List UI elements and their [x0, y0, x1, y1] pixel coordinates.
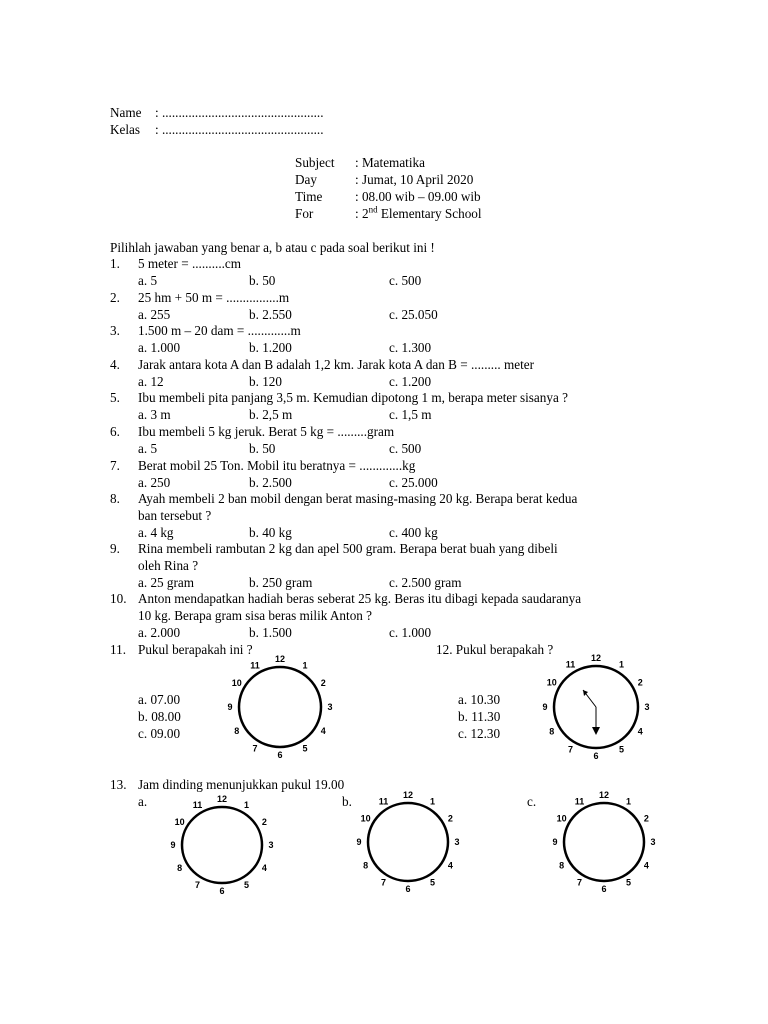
clock-number-5: 5: [625, 877, 632, 888]
question-text: Jarak antara kota A dan B adalah 1,2 km. Jarak kota A dan B = ......... meter: [138, 357, 534, 372]
clock-number-8: 8: [234, 726, 240, 736]
info-day-label: Day: [295, 172, 317, 187]
clock-number-10: 10: [556, 813, 567, 824]
answer-option-a[interactable]: a. 4 kg: [138, 525, 174, 540]
question-text: Ayah membeli 2 ban mobil dengan berat masing-masing 20 kg. Berapa berat kedua: [138, 491, 578, 506]
clock-number-10: 10: [546, 677, 557, 688]
answer-option-c[interactable]: c. 25.000: [389, 475, 438, 490]
question-text: Rina membeli rambutan 2 kg dan apel 500 gram. Berapa berat buah yang dibeli: [138, 541, 558, 556]
clock-number-8: 8: [549, 726, 555, 737]
clock-number-5: 5: [618, 744, 625, 755]
question-text: 25 hm + 50 m = ................m: [138, 290, 290, 305]
answer-option-a[interactable]: a. 5: [138, 441, 158, 456]
q11-text: Pukul berapakah ini ?: [138, 642, 253, 657]
answer-option-b[interactable]: b. 1.500: [249, 625, 292, 640]
clock-outline: [564, 803, 644, 881]
answer-option-a[interactable]: a. 12: [138, 374, 164, 389]
answer-option-b[interactable]: b. 50: [249, 441, 276, 456]
q13-label-c: c.: [527, 794, 537, 809]
clock-number-12: 12: [274, 654, 286, 664]
q12-option-c: c. 12.30: [458, 726, 501, 741]
question-number: 6.: [110, 424, 120, 439]
answer-option-b[interactable]: b. 120: [249, 374, 282, 389]
info-subject-label: Subject: [295, 155, 335, 170]
question-text-continued: ban tersebut ?: [138, 508, 212, 523]
clock-number-3: 3: [644, 702, 650, 712]
question-text: Anton mendapatkan hadiah beras seberat 25 kg. Beras itu dibagi kepada saudaranya: [138, 591, 582, 606]
clock-svg: [538, 654, 654, 760]
answer-option-b[interactable]: b. 50: [249, 273, 276, 288]
question-number: 10.: [110, 591, 127, 606]
q13-text: Jam dinding menunjukkan pukul 19.00: [138, 777, 345, 792]
clock-number-11: 11: [574, 796, 585, 807]
clock-number-1: 1: [429, 796, 436, 807]
answer-option-a[interactable]: a. 25 gram: [138, 575, 195, 590]
clock-number-9: 9: [542, 702, 548, 712]
answer-option-c[interactable]: c. 500: [389, 273, 422, 288]
info-time-label: Time: [295, 189, 323, 204]
clock-number-5: 5: [302, 743, 308, 754]
q11-number: 11.: [110, 642, 126, 657]
question-text: Ibu membeli 5 kg jeruk. Berat 5 kg = .........gram: [138, 424, 395, 439]
clock-number-8: 8: [177, 863, 183, 873]
clock-number-7: 7: [194, 879, 201, 890]
q13c-clock-face[interactable]: [546, 789, 662, 899]
clock-number-10: 10: [174, 817, 185, 827]
q11-option-b: b. 08.00: [138, 709, 181, 724]
clock-number-7: 7: [567, 744, 574, 755]
clock-number-1: 1: [302, 660, 308, 671]
clock-number-8: 8: [363, 860, 369, 871]
clock-number-6: 6: [277, 750, 283, 760]
clock-svg: [350, 789, 466, 895]
clock-number-11: 11: [378, 796, 389, 807]
clock-number-3: 3: [268, 840, 274, 850]
clock-number-6: 6: [601, 884, 607, 894]
answer-option-a[interactable]: a. 250: [138, 475, 171, 490]
q13-label-a: a.: [138, 794, 148, 809]
question-number: 8.: [110, 491, 120, 506]
name-line: : .................................................: [155, 105, 324, 120]
clock-hands: [583, 690, 600, 735]
clock-outline: [368, 803, 448, 881]
clock-number-12: 12: [598, 790, 610, 800]
instruction: Pilihlah jawaban yang benar a, b atau c pada soal berikut ini !: [110, 240, 435, 255]
clock-number-5: 5: [243, 879, 250, 890]
clock-number-7: 7: [576, 877, 583, 888]
clock-svg: [222, 654, 338, 760]
clock-number-4: 4: [643, 860, 649, 871]
clock-number-7: 7: [380, 877, 387, 888]
clock-number-11: 11: [250, 660, 260, 671]
info-time-value: : 08.00 wib – 09.00 wib: [355, 189, 481, 204]
info-day-value: : Jumat, 10 April 2020: [355, 172, 474, 187]
clock-number-4: 4: [320, 726, 326, 736]
clock-number-2: 2: [447, 813, 453, 824]
question-text: 1.500 m – 20 dam = .............m: [138, 323, 301, 338]
class-line: : .................................................: [155, 122, 324, 137]
answer-option-c[interactable]: c. 1.300: [389, 340, 432, 355]
question-text-continued: 10 kg. Berapa gram sisa beras milik Anton ?: [138, 608, 373, 623]
q12-clock-face: [538, 654, 654, 764]
question-text: 5 meter = ..........cm: [138, 256, 242, 271]
clock-number-12: 12: [402, 790, 414, 800]
clock-number-9: 9: [170, 840, 176, 850]
clock-number-2: 2: [643, 813, 649, 824]
answer-option-b[interactable]: b. 2,5 m: [249, 407, 293, 422]
info-for-label: For: [295, 206, 314, 221]
answer-option-c[interactable]: c. 1.000: [389, 625, 432, 640]
clock-number-2: 2: [637, 677, 643, 688]
clock-number-10: 10: [360, 813, 371, 824]
clock-number-11: 11: [565, 659, 576, 670]
q13-number: 13.: [110, 777, 127, 792]
clock-number-1: 1: [618, 659, 625, 670]
question-number: 9.: [110, 541, 120, 556]
answer-option-a[interactable]: a. 255: [138, 307, 171, 322]
q11-option-c: c. 09.00: [138, 726, 181, 741]
clock-number-9: 9: [227, 702, 233, 712]
clock-number-5: 5: [429, 877, 436, 888]
answer-option-a[interactable]: a. 1.000: [138, 340, 181, 355]
clock-svg: [546, 789, 662, 895]
q13-label-b: b.: [342, 794, 352, 809]
clock-number-8: 8: [559, 860, 565, 871]
question-number: 2.: [110, 290, 120, 305]
class-label: Kelas: [110, 122, 141, 137]
clock-number-12: 12: [216, 794, 228, 804]
clock-number-4: 4: [261, 863, 267, 873]
question-text: Ibu membeli pita panjang 3,5 m. Kemudian dipotong 1 m, berapa meter sisanya ?: [138, 390, 568, 405]
q11-option-a: a. 07.00: [138, 692, 181, 707]
clock-number-11: 11: [192, 800, 203, 811]
answer-option-b[interactable]: b. 1.200: [249, 340, 292, 355]
q13a-clock-face[interactable]: [164, 792, 280, 902]
answer-option-c[interactable]: c. 25.050: [389, 307, 438, 322]
q11-clock-face: [222, 654, 338, 764]
question-text: Berat mobil 25 Ton. Mobil itu beratnya = .............kg: [138, 458, 416, 473]
clock-number-2: 2: [320, 678, 326, 688]
clock-number-1: 1: [243, 800, 250, 811]
clock-number-10: 10: [231, 678, 242, 688]
minute-hand-arrow: [592, 727, 600, 735]
name-label: Name: [110, 105, 142, 120]
answer-option-b[interactable]: b. 2.500: [249, 475, 292, 490]
answer-option-c[interactable]: c. 1.200: [389, 374, 432, 389]
clock-number-6: 6: [219, 886, 225, 896]
question-text-continued: oleh Rina ?: [138, 558, 199, 573]
answer-option-a[interactable]: a. 2.000: [138, 625, 181, 640]
clock-outline: [239, 667, 321, 747]
question-number: 5.: [110, 390, 120, 405]
info-for-value: : 2nd Elementary School: [355, 204, 482, 221]
answer-option-a[interactable]: a. 3 m: [138, 407, 171, 422]
clock-number-3: 3: [650, 837, 656, 847]
clock-number-6: 6: [593, 751, 599, 760]
question-number: 7.: [110, 458, 120, 473]
clock-number-3: 3: [327, 702, 333, 712]
info-subject-value: : Matematika: [355, 155, 425, 170]
clock-svg: [164, 792, 280, 898]
clock-number-12: 12: [590, 654, 602, 663]
q13b-clock-face[interactable]: [350, 789, 466, 899]
answer-option-c[interactable]: c. 2.500 gram: [389, 575, 462, 590]
answer-option-c[interactable]: c. 400 kg: [389, 525, 438, 540]
q12-text: 12. Pukul berapakah ?: [436, 642, 554, 657]
answer-option-c[interactable]: c. 1,5 m: [389, 407, 432, 422]
clock-outline: [182, 807, 262, 883]
answer-option-b[interactable]: b. 250 gram: [249, 575, 313, 590]
question-number: 4.: [110, 357, 120, 372]
q12-option-a: a. 10.30: [458, 692, 501, 707]
clock-number-9: 9: [552, 837, 558, 847]
answer-option-c[interactable]: c. 500: [389, 441, 422, 456]
clock-number-4: 4: [637, 726, 643, 737]
clock-number-1: 1: [625, 796, 632, 807]
q12-option-b: b. 11.30: [458, 709, 501, 724]
answer-option-b[interactable]: b. 2.550: [249, 307, 292, 322]
answer-option-a[interactable]: a. 5: [138, 273, 158, 288]
question-number: 3.: [110, 323, 120, 338]
clock-number-2: 2: [261, 817, 267, 827]
answer-option-b[interactable]: b. 40 kg: [249, 525, 292, 540]
clock-number-4: 4: [447, 860, 453, 871]
clock-number-3: 3: [454, 837, 460, 847]
question-number: 1.: [110, 256, 120, 271]
clock-number-9: 9: [356, 837, 362, 847]
clock-number-6: 6: [405, 884, 411, 894]
clock-number-7: 7: [252, 743, 258, 754]
